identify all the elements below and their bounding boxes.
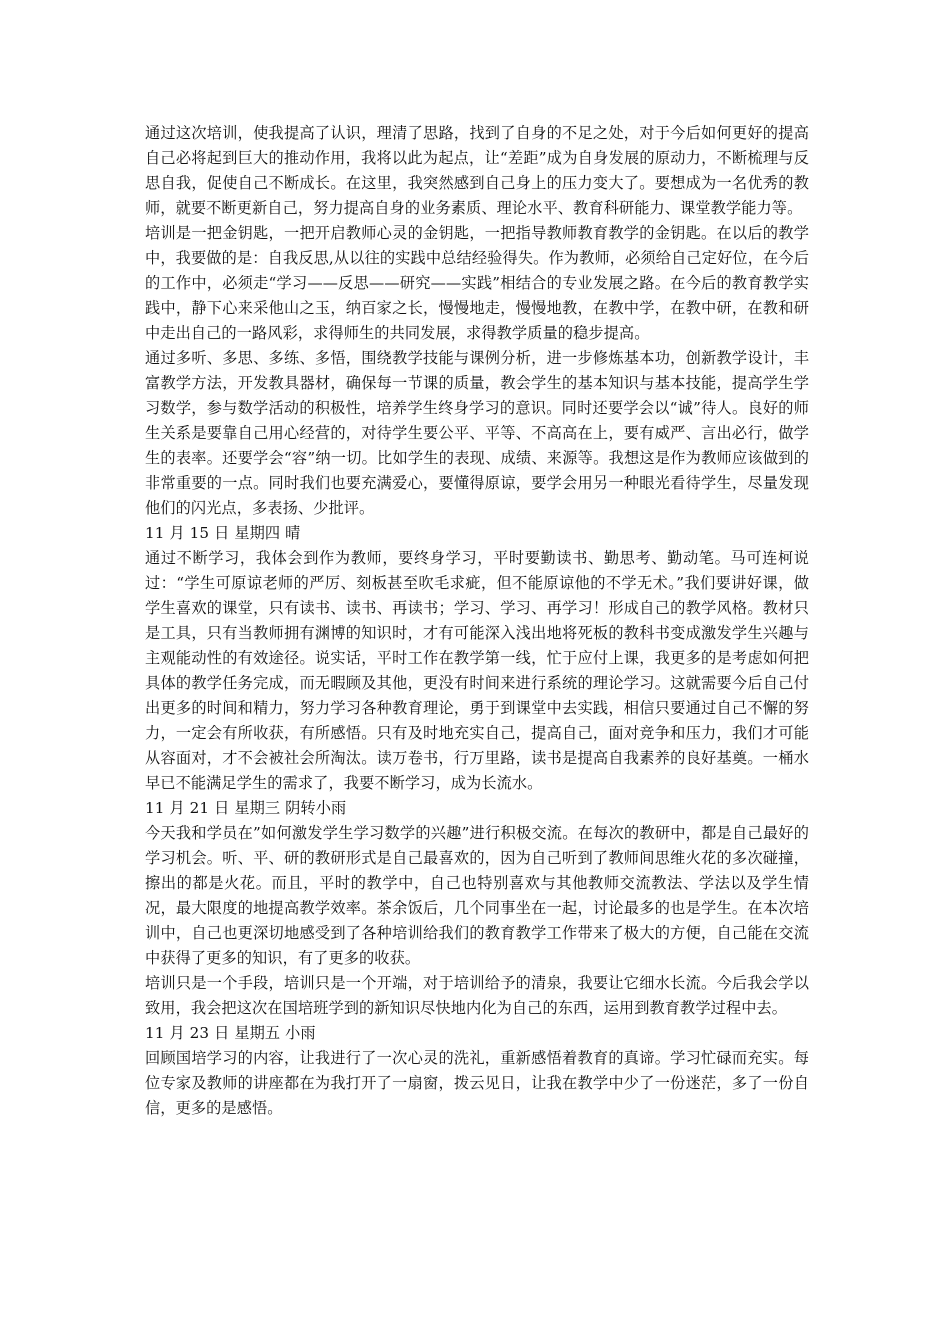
paragraph-3: 通过多听、多思、多练、多悟，围绕教学技能与课例分析，进一步修炼基本功，创新教学设计，丰富教学方法，开发教具器材，确保每一节课的质量，教会学生的基本知识与基本技能，提高学生学习数学，参与数学活动的积极性，培养学生终身学习的意识。同时还要学会以“诚”待人。良好的师生关系是要靠自己用心经营的，对待学生要公平、平等、不高高在上，要有威严、言出必行，做学生的表率。还要学会“容”纳一切。比如学生的表现、成绩、来源等。我想这是作为教师应该做到的非常重要的一点。同时我们也要充满爱心，要懂得原谅，要学会用另一种眼光看待学生，尽量发现他们的闪光点，多表扬、少批评。 — [145, 349, 809, 517]
paragraph-2: 培训是一把金钥匙，一把开启教师心灵的金钥匙，一把指导教师教育教学的金钥匙。在以后的教学中，我要做的是：自我反思,从以往的实践中总结经验得失。作为教师，必须给自己定好位，在今后的工作中，必须走“学习——反思——研究——实践”相结合的专业发展之路。在今后的教育教学实践中，静下心来采他山之玉，纳百家之长，慢慢地走，慢慢地教，在教中学，在教中研，在教和研中走出自己的一路风彩，求得师生的共同发展，求得教学质量的稳步提高。 — [145, 224, 809, 342]
paragraph-7: 回顾国培学习的内容，让我进行了一次心灵的洗礼，重新感悟着教育的真谛。学习忙碌而充实。每位专家及教师的讲座都在为我打开了一扇窗，拨云见日，让我在教学中少了一份迷茫，多了一份自信，更多的是感悟。 — [145, 1049, 809, 1117]
date-heading-nov-23: 11 月 23 日 星期五 小雨 — [145, 1024, 316, 1042]
document-body — [145, 121, 809, 1121]
paragraph-1: 通过这次培训，使我提高了认识，理清了思路，找到了自身的不足之处，对于今后如何更好的提高自己必将起到巨大的推动作用，我将以此为起点，让“差距”成为自身发展的原动力，不断梳理与反思自我，促使自己不断成长。在这里，我突然感到自己身上的压力变大了。要想成为一名优秀的教师，就要不断更新自己，努力提高自身的业务素质、理论水平、教育科研能力、课堂教学能力等。 — [145, 124, 809, 217]
paragraph-5: 今天我和学员在”如何激发学生学习数学的兴趣”进行积极交流。在每次的教研中，都是自己最好的学习机会。听、平、研的教研形式是自己最喜欢的，因为自己听到了教师间思维火花的多次碰撞，擦出的都是火花。而且，平时的教学中，自己也特别喜欢与其他教师交流教法、学法以及学生情况，最大限度的地提高教学效率。茶余饭后，几个同事坐在一起，讨论最多的也是学生。在本次培训中，自己也更深切地感受到了各种培训给我们的教育教学工作带来了极大的方便，自己能在交流中获得了更多的知识，有了更多的收获。 — [145, 824, 809, 967]
paragraph-4: 通过不断学习，我体会到作为教师，要终身学习，平时要勤读书、勤思考、勤动笔。马可连柯说过：“学生可原谅老师的严厉、刻板甚至吹毛求疵，但不能原谅他的不学无术。”我们要讲好课，做学生喜欢的课堂，只有读书、读书、再读书；学习、学习、再学习！形成自己的教学风格。教材只是工具，只有当教师拥有渊博的知识时，才有可能深入浅出地将死板的教科书变成激发学生兴趣与主观能动性的有效途径。说实话，平时工作在教学第一线，忙于应付上课，我更多的是考虑如何把具体的教学任务完成，而无暇顾及其他，更没有时间来进行系统的理论学习。这就需要今后自己付出更多的时间和精力，努力学习各种教育理论，勇于到课堂中去实践，相信只要通过自己不懈的努力，一定会有所收获，有所感悟。只有及时地充实自己，提高自己，面对竞争和压力，我们才可能从容面对，才不会被社会所淘汰。读万卷书，行万里路，读书是提高自我素养的良好基奠。一桶水早已不能满足学生的需求了，我要不断学习，成为长流水。 — [145, 549, 809, 792]
paragraph-6: 培训只是一个手段，培训只是一个开端，对于培训给予的清泉，我要让它细水长流。今后我会学以致用，我会把这次在国培班学到的新知识尽快地内化为自己的东西，运用到教育教学过程中去。 — [145, 974, 809, 1017]
date-heading-nov-15: 11 月 15 日 星期四 晴 — [145, 524, 301, 542]
date-heading-nov-21: 11 月 21 日 星期三 阴转小雨 — [145, 799, 347, 817]
